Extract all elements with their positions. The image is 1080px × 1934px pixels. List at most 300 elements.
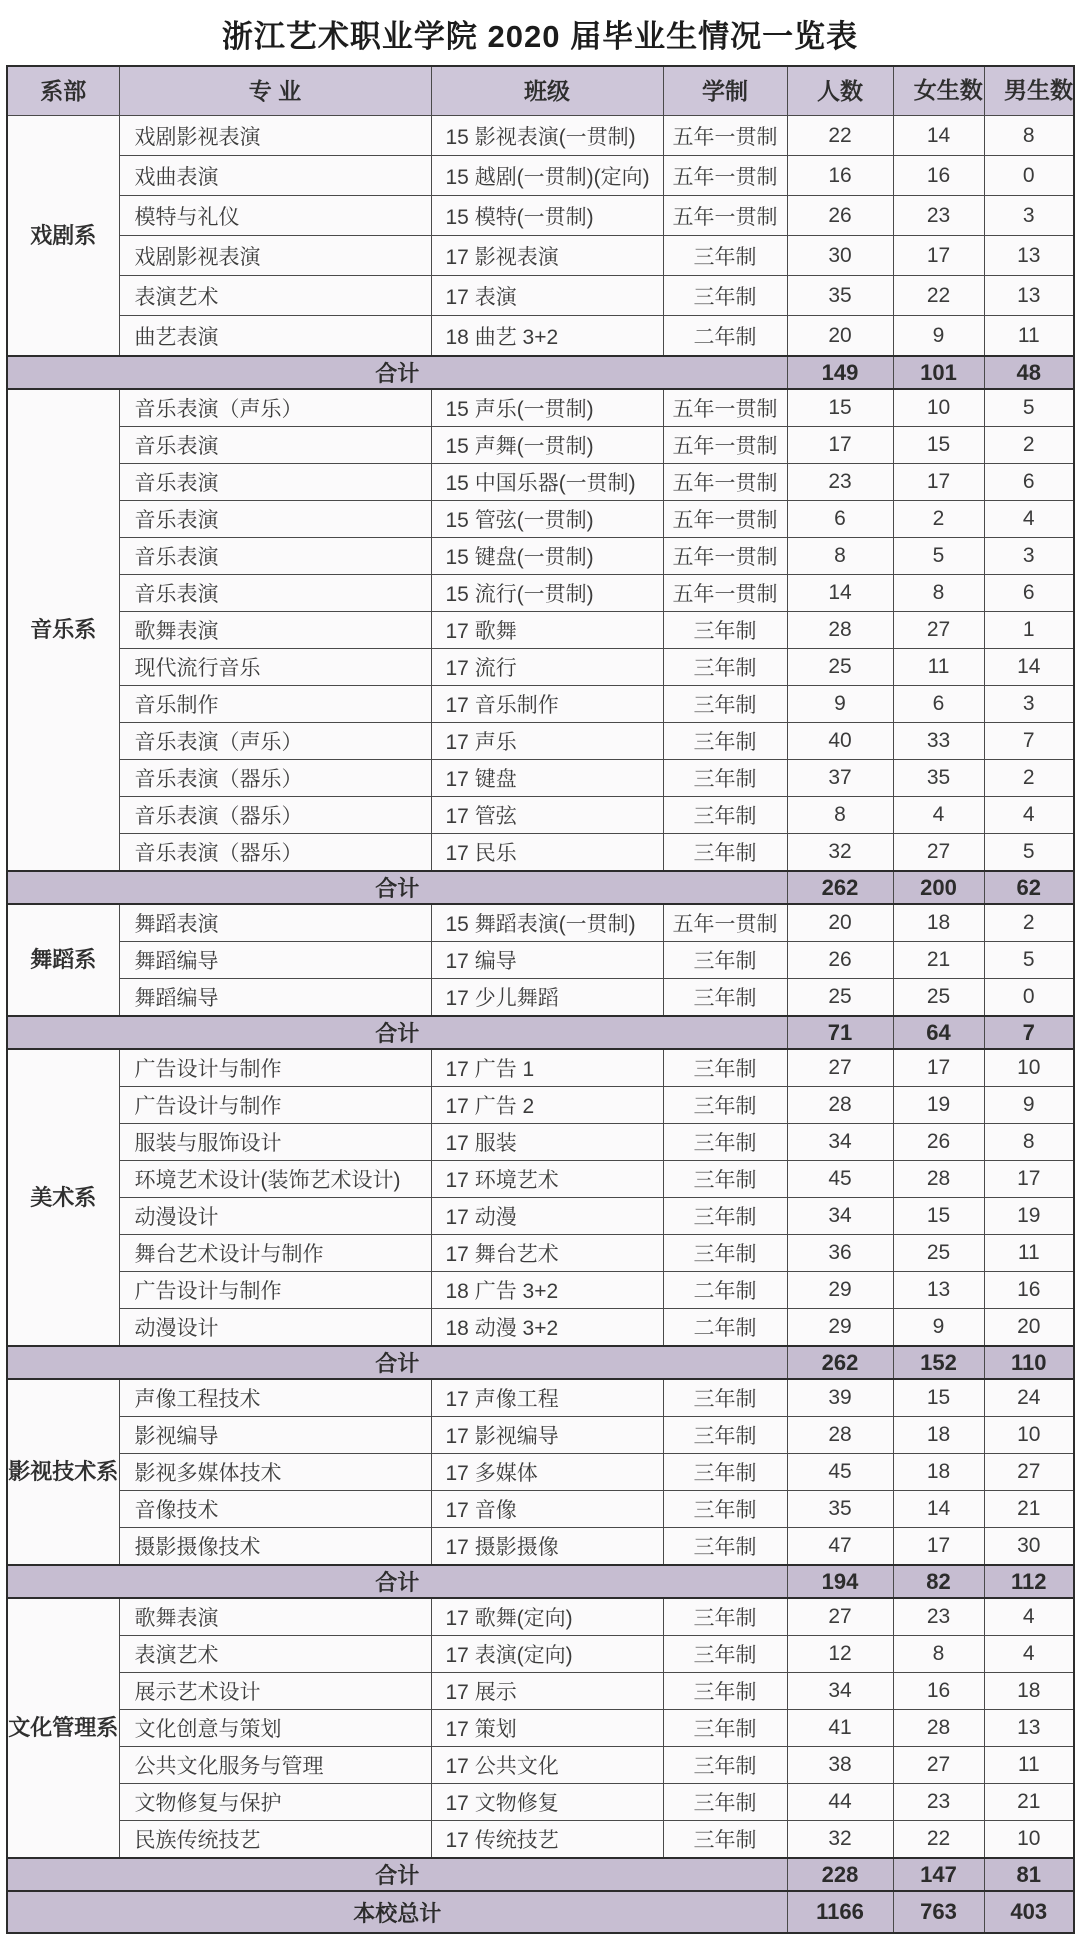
subtotal-total: 149 xyxy=(787,356,893,389)
cell-total: 45 xyxy=(787,1161,893,1198)
cell-female: 22 xyxy=(893,1821,984,1859)
table-row xyxy=(7,979,1074,1017)
cell-male: 2 xyxy=(984,760,1074,797)
subtotal-total: 228 xyxy=(787,1858,893,1891)
cell-class-name: 17 展示 xyxy=(431,1673,663,1710)
cell-total: 27 xyxy=(787,1049,893,1087)
table-row xyxy=(7,1309,1074,1347)
subtotal-female: 82 xyxy=(893,1565,984,1598)
table-row xyxy=(7,389,1074,427)
cell-total: 47 xyxy=(787,1528,893,1566)
grand-total-male: 403 xyxy=(984,1891,1074,1933)
cell-duration: 三年制 xyxy=(663,1454,787,1491)
cell-major: 公共文化服务与管理 xyxy=(119,1747,431,1784)
cell-duration: 三年制 xyxy=(663,686,787,723)
table-row xyxy=(7,942,1074,979)
cell-class-name: 17 环境艺术 xyxy=(431,1161,663,1198)
cell-male: 0 xyxy=(984,979,1074,1017)
cell-male: 1 xyxy=(984,612,1074,649)
cell-class-name: 15 键盘(一贯制) xyxy=(431,538,663,575)
cell-female: 14 xyxy=(893,1491,984,1528)
cell-female: 15 xyxy=(893,1198,984,1235)
cell-duration: 五年一贯制 xyxy=(663,427,787,464)
cell-class-name: 17 歌舞(定向) xyxy=(431,1598,663,1636)
subtotal-label: 合计 xyxy=(7,1016,787,1049)
table-row xyxy=(7,1049,1074,1087)
cell-total: 25 xyxy=(787,979,893,1017)
table-row xyxy=(7,1491,1074,1528)
cell-class-name: 17 声像工程 xyxy=(431,1379,663,1417)
cell-class-name: 15 越剧(一贯制)(定向) xyxy=(431,156,663,196)
cell-male: 6 xyxy=(984,464,1074,501)
cell-class-name: 17 歌舞 xyxy=(431,612,663,649)
cell-major: 动漫设计 xyxy=(119,1309,431,1347)
cell-duration: 三年制 xyxy=(663,1124,787,1161)
cell-duration: 五年一贯制 xyxy=(663,116,787,156)
column-header-class xyxy=(431,66,663,116)
cell-total: 35 xyxy=(787,1491,893,1528)
cell-total: 28 xyxy=(787,1417,893,1454)
subtotal-total: 71 xyxy=(787,1016,893,1049)
subtotal-female: 64 xyxy=(893,1016,984,1049)
cell-male: 4 xyxy=(984,797,1074,834)
table-row xyxy=(7,276,1074,316)
cell-female: 17 xyxy=(893,1528,984,1566)
cell-male: 18 xyxy=(984,1673,1074,1710)
cell-major: 音乐表演（声乐） xyxy=(119,389,431,427)
cell-class-name: 15 流行(一贯制) xyxy=(431,575,663,612)
subtotal-row xyxy=(7,356,1074,389)
table-row xyxy=(7,501,1074,538)
cell-female: 15 xyxy=(893,427,984,464)
cell-major: 展示艺术设计 xyxy=(119,1673,431,1710)
column-header-label: 人数 xyxy=(817,77,863,104)
cell-total: 40 xyxy=(787,723,893,760)
cell-female: 8 xyxy=(893,575,984,612)
table-row xyxy=(7,1087,1074,1124)
cell-male: 3 xyxy=(984,196,1074,236)
cell-male: 16 xyxy=(984,1272,1074,1309)
cell-duration: 三年制 xyxy=(663,1198,787,1235)
subtotal-total: 262 xyxy=(787,1346,893,1379)
cell-class-name: 17 舞台艺术 xyxy=(431,1235,663,1272)
subtotal-female: 152 xyxy=(893,1346,984,1379)
cell-major: 音乐表演（声乐） xyxy=(119,723,431,760)
cell-total: 12 xyxy=(787,1636,893,1673)
cell-duration: 三年制 xyxy=(663,942,787,979)
cell-class-name: 17 影视表演 xyxy=(431,236,663,276)
header-row xyxy=(7,66,1074,116)
cell-female: 16 xyxy=(893,156,984,196)
subtotal-female: 147 xyxy=(893,1858,984,1891)
cell-total: 16 xyxy=(787,156,893,196)
cell-male: 10 xyxy=(984,1417,1074,1454)
subtotal-row xyxy=(7,871,1074,904)
cell-total: 26 xyxy=(787,942,893,979)
cell-male: 20 xyxy=(984,1309,1074,1347)
cell-class-name: 18 广告 3+2 xyxy=(431,1272,663,1309)
table-row xyxy=(7,1454,1074,1491)
table-body xyxy=(7,116,1074,1934)
cell-duration: 三年制 xyxy=(663,236,787,276)
cell-total: 32 xyxy=(787,1821,893,1859)
table-row xyxy=(7,1124,1074,1161)
department-cell: 影视技术系 xyxy=(7,1379,119,1565)
cell-female: 10 xyxy=(893,389,984,427)
cell-class-name: 18 动漫 3+2 xyxy=(431,1309,663,1347)
cell-female: 5 xyxy=(893,538,984,575)
cell-duration: 二年制 xyxy=(663,1272,787,1309)
cell-class-name: 17 音乐制作 xyxy=(431,686,663,723)
cell-major: 模特与礼仪 xyxy=(119,196,431,236)
column-header-label: 学制 xyxy=(702,77,748,104)
cell-female: 16 xyxy=(893,1673,984,1710)
cell-female: 17 xyxy=(893,236,984,276)
cell-major: 音乐表演 xyxy=(119,427,431,464)
table-row xyxy=(7,1598,1074,1636)
cell-duration: 五年一贯制 xyxy=(663,464,787,501)
cell-class-name: 17 摄影摄像 xyxy=(431,1528,663,1566)
table-row xyxy=(7,904,1074,942)
table-row xyxy=(7,1673,1074,1710)
subtotal-label: 合计 xyxy=(7,1858,787,1891)
table-header xyxy=(7,66,1074,116)
cell-male: 13 xyxy=(984,276,1074,316)
cell-class-name: 18 曲艺 3+2 xyxy=(431,316,663,357)
cell-duration: 五年一贯制 xyxy=(663,904,787,942)
cell-female: 22 xyxy=(893,276,984,316)
column-header-label: 班级 xyxy=(524,77,570,104)
cell-total: 6 xyxy=(787,501,893,538)
subtotal-row xyxy=(7,1016,1074,1049)
cell-class-name: 17 编导 xyxy=(431,942,663,979)
page-title: 浙江艺术职业学院 2020 届毕业生情况一览表 xyxy=(221,19,859,54)
cell-class-name: 17 服装 xyxy=(431,1124,663,1161)
cell-total: 44 xyxy=(787,1784,893,1821)
cell-major: 声像工程技术 xyxy=(119,1379,431,1417)
cell-major: 音乐制作 xyxy=(119,686,431,723)
cell-male: 11 xyxy=(984,1747,1074,1784)
cell-class-name: 17 广告 1 xyxy=(431,1049,663,1087)
cell-duration: 三年制 xyxy=(663,276,787,316)
cell-major: 民族传统技艺 xyxy=(119,1821,431,1859)
grand-total-total: 1166 xyxy=(787,1891,893,1933)
cell-major: 广告设计与制作 xyxy=(119,1272,431,1309)
cell-female: 27 xyxy=(893,834,984,872)
cell-duration: 三年制 xyxy=(663,1784,787,1821)
cell-total: 15 xyxy=(787,389,893,427)
subtotal-male: 110 xyxy=(984,1346,1074,1379)
cell-female: 28 xyxy=(893,1161,984,1198)
cell-total: 37 xyxy=(787,760,893,797)
table-row xyxy=(7,1198,1074,1235)
cell-total: 30 xyxy=(787,236,893,276)
cell-class-name: 17 表演(定向) xyxy=(431,1636,663,1673)
cell-female: 28 xyxy=(893,1710,984,1747)
subtotal-total: 194 xyxy=(787,1565,893,1598)
cell-major: 歌舞表演 xyxy=(119,612,431,649)
table-row xyxy=(7,1636,1074,1673)
cell-male: 21 xyxy=(984,1784,1074,1821)
cell-total: 17 xyxy=(787,427,893,464)
cell-class-name: 17 策划 xyxy=(431,1710,663,1747)
cell-duration: 五年一贯制 xyxy=(663,538,787,575)
cell-major: 歌舞表演 xyxy=(119,1598,431,1636)
cell-class-name: 17 影视编导 xyxy=(431,1417,663,1454)
cell-female: 15 xyxy=(893,1379,984,1417)
grand-total-row xyxy=(7,1891,1074,1933)
department-cell: 文化管理系 xyxy=(7,1598,119,1858)
cell-class-name: 15 声舞(一贯制) xyxy=(431,427,663,464)
cell-major: 戏剧影视表演 xyxy=(119,116,431,156)
cell-female: 25 xyxy=(893,979,984,1017)
cell-duration: 三年制 xyxy=(663,1673,787,1710)
cell-duration: 三年制 xyxy=(663,1710,787,1747)
cell-major: 戏剧影视表演 xyxy=(119,236,431,276)
cell-duration: 三年制 xyxy=(663,797,787,834)
cell-female: 8 xyxy=(893,1636,984,1673)
cell-male: 5 xyxy=(984,942,1074,979)
grand-total-label: 本校总计 xyxy=(7,1891,787,1933)
subtotal-male: 81 xyxy=(984,1858,1074,1891)
cell-female: 6 xyxy=(893,686,984,723)
column-header-label: 男生数 xyxy=(1004,77,1074,104)
cell-total: 41 xyxy=(787,1710,893,1747)
cell-duration: 五年一贯制 xyxy=(663,156,787,196)
cell-class-name: 15 声乐(一贯制) xyxy=(431,389,663,427)
cell-female: 25 xyxy=(893,1235,984,1272)
cell-total: 23 xyxy=(787,464,893,501)
cell-female: 27 xyxy=(893,612,984,649)
table-row xyxy=(7,723,1074,760)
column-header-label: 专 业 xyxy=(248,77,302,104)
table-row xyxy=(7,1821,1074,1859)
subtotal-male: 112 xyxy=(984,1565,1074,1598)
cell-male: 11 xyxy=(984,1235,1074,1272)
cell-male: 6 xyxy=(984,575,1074,612)
cell-total: 20 xyxy=(787,904,893,942)
cell-male: 21 xyxy=(984,1491,1074,1528)
cell-duration: 二年制 xyxy=(663,1309,787,1347)
cell-class-name: 17 文物修复 xyxy=(431,1784,663,1821)
table-row xyxy=(7,1235,1074,1272)
cell-total: 45 xyxy=(787,1454,893,1491)
cell-female: 17 xyxy=(893,464,984,501)
subtotal-male: 62 xyxy=(984,871,1074,904)
table-row xyxy=(7,1161,1074,1198)
cell-female: 18 xyxy=(893,1417,984,1454)
table-row xyxy=(7,1710,1074,1747)
cell-male: 3 xyxy=(984,686,1074,723)
cell-total: 35 xyxy=(787,276,893,316)
table-row xyxy=(7,1528,1074,1566)
cell-male: 11 xyxy=(984,316,1074,357)
grand-total-female: 763 xyxy=(893,1891,984,1933)
cell-total: 25 xyxy=(787,649,893,686)
table-row xyxy=(7,797,1074,834)
cell-total: 8 xyxy=(787,797,893,834)
cell-total: 38 xyxy=(787,1747,893,1784)
subtotal-total: 262 xyxy=(787,871,893,904)
cell-major: 表演艺术 xyxy=(119,1636,431,1673)
cell-major: 影视编导 xyxy=(119,1417,431,1454)
cell-major: 舞蹈编导 xyxy=(119,942,431,979)
cell-female: 35 xyxy=(893,760,984,797)
cell-female: 23 xyxy=(893,1598,984,1636)
cell-major: 音乐表演 xyxy=(119,538,431,575)
cell-duration: 三年制 xyxy=(663,723,787,760)
cell-female: 11 xyxy=(893,649,984,686)
cell-duration: 五年一贯制 xyxy=(663,389,787,427)
cell-class-name: 17 传统技艺 xyxy=(431,1821,663,1859)
cell-female: 26 xyxy=(893,1124,984,1161)
subtotal-label: 合计 xyxy=(7,356,787,389)
cell-class-name: 15 中国乐器(一贯制) xyxy=(431,464,663,501)
cell-total: 39 xyxy=(787,1379,893,1417)
cell-male: 8 xyxy=(984,1124,1074,1161)
subtotal-label: 合计 xyxy=(7,871,787,904)
table-row xyxy=(7,1747,1074,1784)
cell-female: 2 xyxy=(893,501,984,538)
cell-female: 17 xyxy=(893,1049,984,1087)
cell-male: 19 xyxy=(984,1198,1074,1235)
subtotal-female: 200 xyxy=(893,871,984,904)
cell-major: 影视多媒体技术 xyxy=(119,1454,431,1491)
cell-total: 20 xyxy=(787,316,893,357)
cell-major: 音乐表演 xyxy=(119,464,431,501)
cell-male: 5 xyxy=(984,389,1074,427)
cell-duration: 三年制 xyxy=(663,1528,787,1566)
table-row xyxy=(7,1272,1074,1309)
cell-major: 音像技术 xyxy=(119,1491,431,1528)
cell-class-name: 17 民乐 xyxy=(431,834,663,872)
cell-major: 广告设计与制作 xyxy=(119,1049,431,1087)
cell-duration: 三年制 xyxy=(663,1049,787,1087)
column-header-duration xyxy=(663,66,787,116)
cell-total: 29 xyxy=(787,1272,893,1309)
table-row xyxy=(7,538,1074,575)
cell-female: 23 xyxy=(893,1784,984,1821)
department-cell: 美术系 xyxy=(7,1049,119,1346)
cell-total: 9 xyxy=(787,686,893,723)
column-header-label: 女生数 xyxy=(913,77,983,104)
cell-male: 13 xyxy=(984,236,1074,276)
subtotal-label: 合计 xyxy=(7,1346,787,1379)
cell-female: 18 xyxy=(893,1454,984,1491)
cell-duration: 五年一贯制 xyxy=(663,501,787,538)
graduates-table xyxy=(6,65,1075,1934)
cell-duration: 三年制 xyxy=(663,1636,787,1673)
cell-male: 10 xyxy=(984,1821,1074,1859)
cell-male: 4 xyxy=(984,1598,1074,1636)
cell-male: 2 xyxy=(984,427,1074,464)
table-row xyxy=(7,649,1074,686)
cell-female: 19 xyxy=(893,1087,984,1124)
department-cell: 音乐系 xyxy=(7,389,119,871)
cell-major: 文化创意与策划 xyxy=(119,1710,431,1747)
cell-class-name: 17 广告 2 xyxy=(431,1087,663,1124)
subtotal-female: 101 xyxy=(893,356,984,389)
column-header-label: 系部 xyxy=(40,77,87,104)
cell-major: 音乐表演（器乐） xyxy=(119,760,431,797)
cell-major: 摄影摄像技术 xyxy=(119,1528,431,1566)
cell-class-name: 15 影视表演(一贯制) xyxy=(431,116,663,156)
cell-major: 舞台艺术设计与制作 xyxy=(119,1235,431,1272)
cell-total: 36 xyxy=(787,1235,893,1272)
column-header-department xyxy=(7,66,119,116)
department-cell: 戏剧系 xyxy=(7,116,119,357)
cell-duration: 三年制 xyxy=(663,1821,787,1859)
cell-class-name: 17 少儿舞蹈 xyxy=(431,979,663,1017)
cell-male: 14 xyxy=(984,649,1074,686)
cell-major: 戏曲表演 xyxy=(119,156,431,196)
cell-female: 14 xyxy=(893,116,984,156)
cell-male: 3 xyxy=(984,538,1074,575)
table-row xyxy=(7,116,1074,156)
column-header-female-count xyxy=(893,66,984,116)
cell-male: 27 xyxy=(984,1454,1074,1491)
cell-female: 9 xyxy=(893,316,984,357)
cell-duration: 三年制 xyxy=(663,1417,787,1454)
table-row xyxy=(7,316,1074,357)
cell-female: 27 xyxy=(893,1747,984,1784)
cell-class-name: 17 键盘 xyxy=(431,760,663,797)
cell-duration: 三年制 xyxy=(663,612,787,649)
cell-total: 8 xyxy=(787,538,893,575)
cell-male: 13 xyxy=(984,1710,1074,1747)
cell-class-name: 17 流行 xyxy=(431,649,663,686)
cell-major: 环境艺术设计(装饰艺术设计) xyxy=(119,1161,431,1198)
cell-total: 34 xyxy=(787,1673,893,1710)
cell-class-name: 17 表演 xyxy=(431,276,663,316)
table-row xyxy=(7,156,1074,196)
cell-duration: 二年制 xyxy=(663,316,787,357)
cell-duration: 三年制 xyxy=(663,1491,787,1528)
cell-total: 29 xyxy=(787,1309,893,1347)
cell-male: 5 xyxy=(984,834,1074,872)
table-row xyxy=(7,575,1074,612)
cell-total: 28 xyxy=(787,612,893,649)
cell-class-name: 17 公共文化 xyxy=(431,1747,663,1784)
cell-male: 9 xyxy=(984,1087,1074,1124)
cell-class-name: 17 音像 xyxy=(431,1491,663,1528)
subtotal-label: 合计 xyxy=(7,1565,787,1598)
cell-duration: 三年制 xyxy=(663,1087,787,1124)
cell-major: 音乐表演 xyxy=(119,575,431,612)
cell-major: 表演艺术 xyxy=(119,276,431,316)
table-row xyxy=(7,834,1074,872)
cell-female: 33 xyxy=(893,723,984,760)
subtotal-male: 7 xyxy=(984,1016,1074,1049)
cell-major: 音乐表演（器乐） xyxy=(119,797,431,834)
cell-male: 17 xyxy=(984,1161,1074,1198)
cell-female: 23 xyxy=(893,196,984,236)
cell-major: 动漫设计 xyxy=(119,1198,431,1235)
column-header-major xyxy=(119,66,431,116)
table-row xyxy=(7,236,1074,276)
table-row xyxy=(7,1379,1074,1417)
cell-female: 21 xyxy=(893,942,984,979)
table-row xyxy=(7,1417,1074,1454)
cell-class-name: 17 管弦 xyxy=(431,797,663,834)
subtotal-row xyxy=(7,1858,1074,1891)
cell-class-name: 17 多媒体 xyxy=(431,1454,663,1491)
column-header-male-count xyxy=(984,66,1074,116)
cell-duration: 三年制 xyxy=(663,1161,787,1198)
cell-female: 18 xyxy=(893,904,984,942)
cell-class-name: 15 管弦(一贯制) xyxy=(431,501,663,538)
cell-male: 0 xyxy=(984,156,1074,196)
